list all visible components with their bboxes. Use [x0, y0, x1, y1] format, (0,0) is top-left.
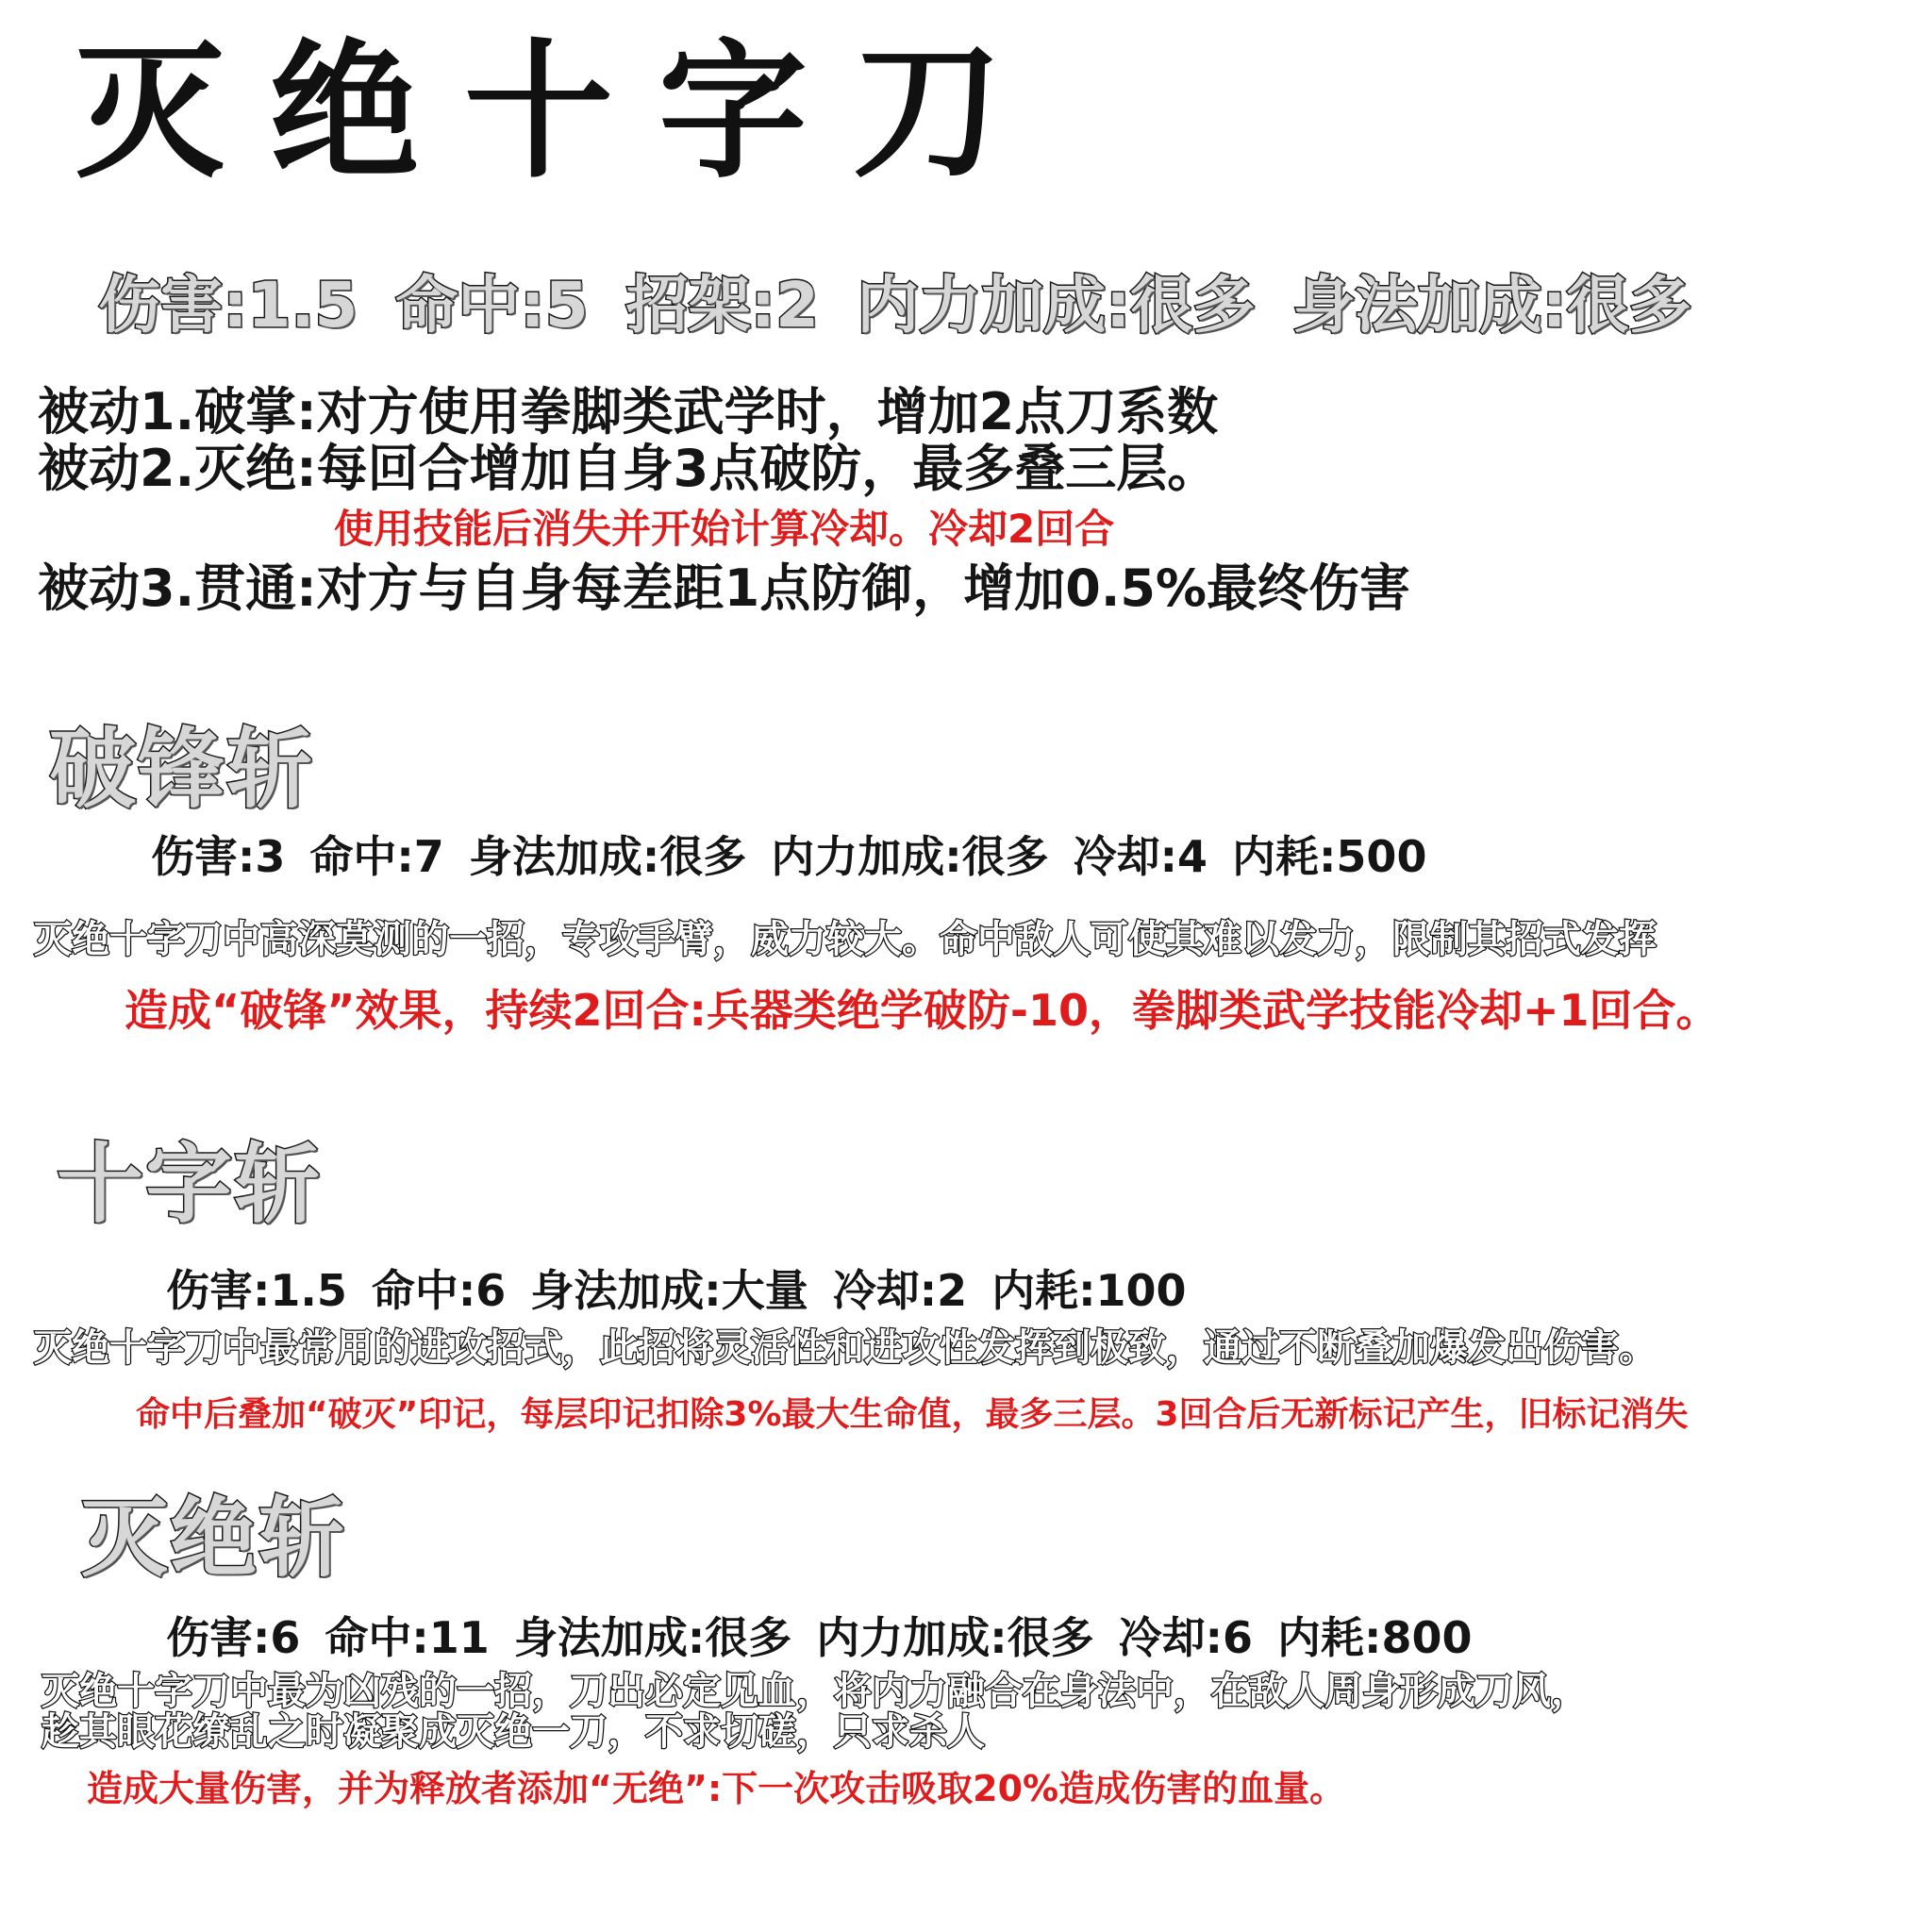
skill-desc-miejue-line2: 趁其眼花缭乱之时凝聚成灭绝一刀，不求切磋，只求杀人: [42, 1710, 985, 1754]
skill-stats-miejue: [166, 1612, 1496, 1663]
base-stat-hit: 命中:5: [395, 269, 589, 341]
skill-stats-shizi: [166, 1265, 1211, 1316]
skill-stat: 伤害:6: [166, 1612, 301, 1663]
skill-stat: 内力加成:很多: [816, 1612, 1094, 1663]
skill-effect-miejue: 造成大量伤害，并为释放者添加“无绝”:下一次攻击吸取20%造成伤害的血量。: [87, 1768, 1346, 1809]
passive-2-note: 使用技能后消失并开始计算冷却。冷却2回合: [334, 506, 1115, 552]
passive-2: 被动2.灭绝:每回合增加自身3点破防，最多叠三层。: [38, 439, 1219, 498]
skill-title-pofeng: 破锋斩: [49, 719, 316, 820]
skill-stat: 冷却:4: [1073, 831, 1208, 882]
skill-title-shizi: 十字斩: [57, 1134, 324, 1235]
skill-stat: 冷却:6: [1118, 1612, 1254, 1663]
skill-stat: 命中:11: [325, 1612, 490, 1663]
skill-stat: 命中:6: [371, 1265, 507, 1316]
skill-stats-pofeng: [151, 831, 1451, 882]
skill-title-miejue: 灭绝斩: [81, 1488, 348, 1589]
base-stat-agility-bonus: 身法加成:很多: [1292, 269, 1691, 341]
skill-stat: 伤害:1.5: [166, 1265, 347, 1316]
skill-stat: 内力加成:很多: [771, 831, 1049, 882]
skill-desc-miejue-line1: 灭绝十字刀中最为凶残的一招，刀出必定见血，将内力融合在身法中，在敌人周身形成刀风，: [42, 1670, 1589, 1713]
page-title: 灭绝十字刀: [75, 25, 1047, 199]
base-stat-inner-bonus: 内力加成:很多: [856, 269, 1256, 341]
skill-stat: 内耗:100: [991, 1265, 1187, 1316]
skill-stat: 身法加成:很多: [468, 831, 747, 882]
passive-1: 被动1.破掌:对方使用拳脚类武学时，增加2点刀系数: [38, 382, 1219, 441]
base-stat-parry: 招架:2: [625, 269, 819, 341]
skill-stat: 内耗:500: [1232, 831, 1427, 882]
skill-stat: 身法加成:很多: [513, 1612, 792, 1663]
skill-stat: 冷却:2: [832, 1265, 968, 1316]
passive-3: 被动3.贯通:对方与自身每差距1点防御，增加0.5%最终伤害: [38, 558, 1411, 618]
skill-stat: 命中:7: [309, 831, 444, 882]
base-stats: [98, 255, 1729, 344]
skill-desc-pofeng: 灭绝十字刀中高深莫测的一招，专攻手臂，威力较大。命中敌人可使其难以发力，限制其招式发挥: [34, 918, 1657, 961]
skill-stat: 伤害:3: [151, 831, 286, 882]
skill-stat: 身法加成:大量: [530, 1265, 808, 1316]
skill-effect-shizi: 命中后叠加“破灭”印记，每层印记扣除3%最大生命值，最多三层。3回合后无新标记产生，旧标记消失: [136, 1395, 1689, 1434]
skill-desc-shizi: 灭绝十字刀中最常用的进攻招式，此招将灵活性和进攻性发挥到极致，通过不断叠加爆发出伤害。: [34, 1326, 1657, 1370]
base-stat-damage: 伤害:1.5: [98, 269, 358, 341]
skill-stat: 内耗:800: [1277, 1612, 1473, 1663]
skill-effect-pofeng: 造成“破锋”效果，持续2回合:兵器类绝学破防-10，拳脚类武学技能冷却+1回合。: [125, 985, 1720, 1036]
